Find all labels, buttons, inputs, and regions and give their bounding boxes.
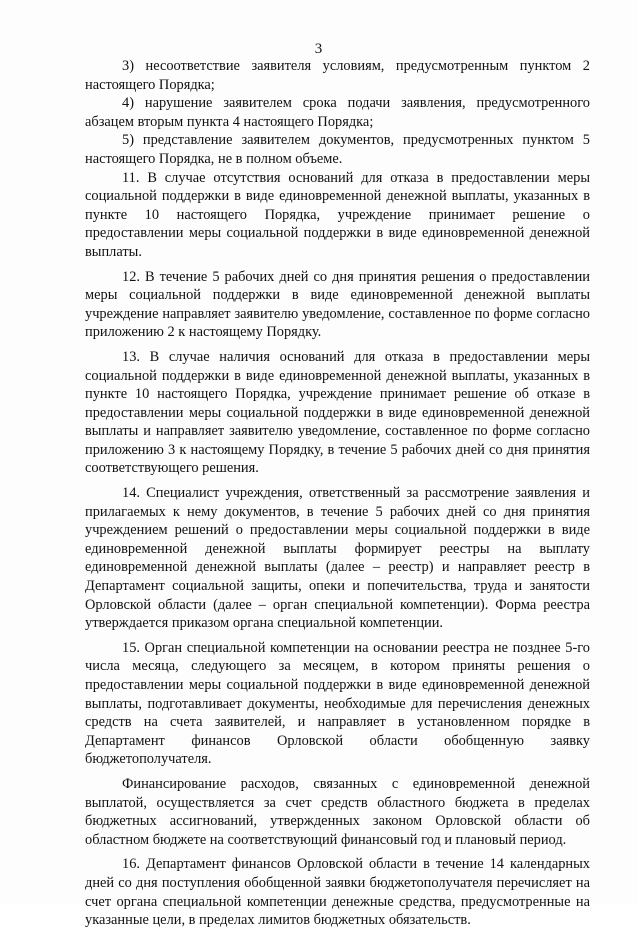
- document-body: [85, 57, 590, 930]
- paragraph-clause-13: 13. В случае наличия оснований для отказа в предоставлении меры социальной поддержки в виде единовременной денежной выплаты, указанных в пункте 10 настоящего Порядка, учреждение принимает решение об отказе в предоставлении меры социальной поддержки в виде единовременной денежной выплаты и направляет заявителю уведомление, составленное по форме согласно приложению 3 к настоящему Порядку, в течение 5 рабочих дней со дня принятия соответствующего решения.: [85, 348, 590, 477]
- paragraph-financing: Финансирование расходов, связанных с единовременной денежной выплатой, осуществляется за счет средств областного бюджета в пределах бюджетных ассигнований, утвержденных законом Орловской области об областном бюджете на соответствующий финансовый год и плановый период.: [85, 775, 590, 848]
- paragraph-clause-11: 11. В случае отсутствия оснований для отказа в предоставлении меры социальной поддержки в виде единовременной денежной выплаты, указанных в пункте 10 настоящего Порядка, учреждение принимает решение о предоставлении меры социальной поддержки в виде единовременной денежной выплаты.: [85, 169, 590, 260]
- paragraph-item-3: 3) несоответствие заявителя условиям, предусмотренным пунктом 2 настоящего Порядка;: [85, 58, 590, 93]
- paragraph-clause-15: 15. Орган специальной компетенции на основании реестра не позднее 5-го числа месяца, следующего за месяцем, в котором приняты решения о предоставлении меры социальной поддержки в виде единовременной денежной выплаты, подготавливает документы, необходимые для перечисления денежных средств на счета заявителей, и направляет в установленном порядке в Департамент финансов Орловской области обобщенную заявку бюджетополучателя.: [85, 639, 590, 768]
- paragraph-item-4: 4) нарушение заявителем срока подачи заявления, предусмотренного абзацем вторым пункта 4 настоящего Порядка;: [85, 95, 590, 130]
- paragraph-clause-12: 12. В течение 5 рабочих дней со дня принятия решения о предоставлении меры социальной поддержки в виде единовременной денежной выплаты учреждение направляет заявителю уведомление, составленное по форме согласно приложению 2 к настоящему Порядку.: [85, 268, 590, 341]
- page-number: 3: [314, 41, 323, 57]
- paragraph-clause-14: 14. Специалист учреждения, ответственный за рассмотрение заявления и прилагаемых к нему документов, в течение 5 рабочих дней со дня принятия учреждением решений о предоставлении меры социальной поддержки в виде единовременной денежной выплаты формирует реестры на выплату единовременной денежной выплаты (далее – реестр) и направляет реестр в Департамент социальной защиты, опеки и попечительства, труда и занятости Орловской области (далее – орган специальной компетенции). Форма реестра утверждается приказом органа специальной компетенции.: [85, 485, 590, 632]
- paragraph-item-5: 5) представление заявителем документов, предусмотренных пунктом 5 настоящего Порядка, не в полном объеме.: [85, 132, 590, 167]
- paragraph-clause-16: 16. Департамент финансов Орловской области в течение 14 календарных дней со дня поступления обобщенной заявки бюджетополучателя перечисляет на счет органа специальной компетенции денежные средства, предусмотренные на указанные цели, в пределах лимитов бюджетных обязательств.: [85, 856, 590, 929]
